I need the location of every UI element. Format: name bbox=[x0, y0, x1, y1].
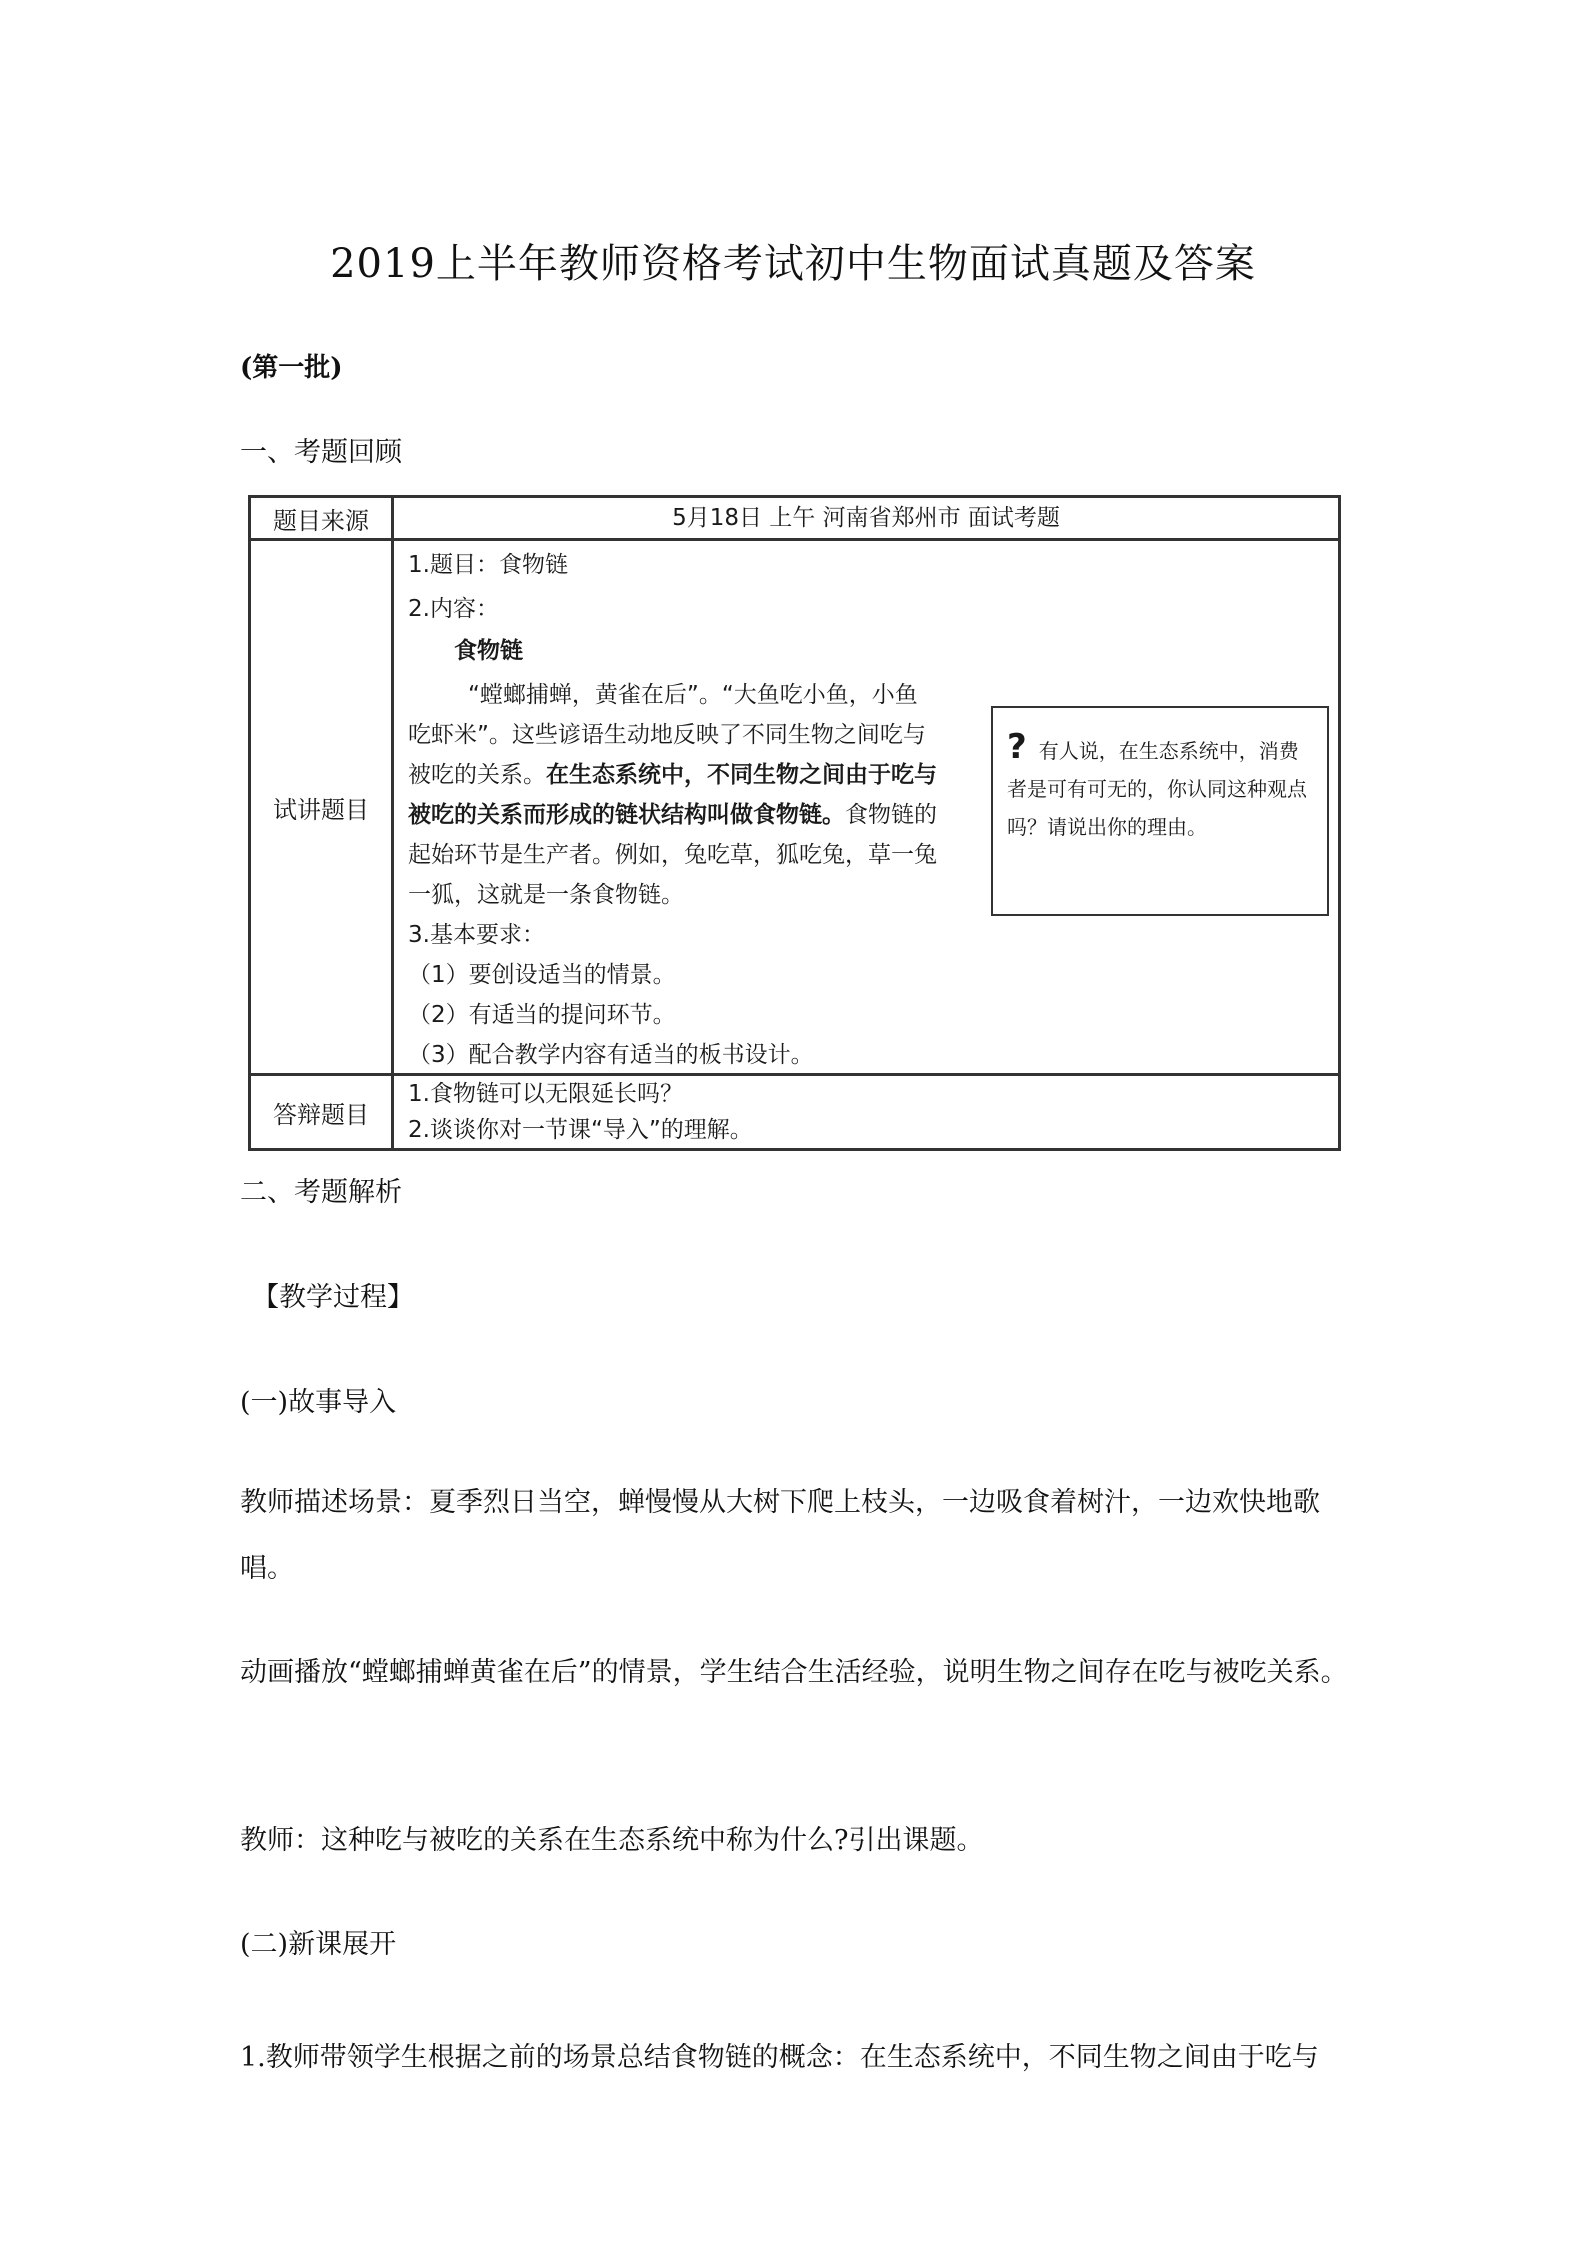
requirements-label: 3.基本要求： bbox=[408, 922, 545, 948]
content-paragraph bbox=[408, 675, 978, 915]
defense-question: 2.谈谈你对一节课“导入”的理解。 bbox=[408, 1117, 753, 1143]
batch-label: (第一批) bbox=[240, 353, 343, 383]
process-heading: 【教学过程】 bbox=[252, 1282, 414, 1313]
para-bold-text: 在生态系统中，不同生物之间由于吃与 bbox=[546, 762, 937, 788]
para-line: 起始环节是生产者。例如，兔吃草，狐吃兔，草一兔 bbox=[408, 842, 937, 868]
para-line bbox=[408, 795, 978, 835]
source-label: 题目来源 bbox=[250, 497, 393, 540]
content-heading: 食物链 bbox=[454, 638, 523, 664]
callout-text: 有人说，在生态系统中，消费者是可有可无的，你认同这种观点吗？请说出你的理由。 bbox=[1007, 739, 1307, 839]
defense-label: 答辩题目 bbox=[250, 1075, 393, 1150]
requirement-item: （2）有适当的提问环节。 bbox=[408, 1002, 676, 1028]
question-callout-box bbox=[991, 706, 1329, 916]
paragraph: 教师描述场景：夏季烈日当空，蝉慢慢从大树下爬上枝头，一边吸食着树汁，一边欢快地歌唱。 bbox=[240, 1487, 1320, 1584]
step-heading: (二)新课展开 bbox=[240, 1929, 397, 1960]
paragraph: 教师：这种吃与被吃的关系在生态系统中称为什么?引出课题。 bbox=[240, 1825, 984, 1856]
para-bold-text: 被吃的关系而形成的链状结构叫做食物链。 bbox=[408, 802, 845, 828]
para-line bbox=[408, 755, 978, 795]
requirement-item: （3）配合教学内容有适当的板书设计。 bbox=[408, 1042, 814, 1068]
lecture-content bbox=[394, 541, 1338, 1073]
topic-line: 1.题目：食物链 bbox=[408, 552, 568, 578]
paragraph: 1.教师带领学生根据之前的场景总结食物链的概念：在生态系统中，不同生物之间由于吃与 bbox=[240, 2042, 1319, 2073]
table-row bbox=[250, 540, 1340, 1075]
content-label: 2.内容： bbox=[408, 596, 499, 622]
page-title: 2019上半年教师资格考试初中生物面试真题及答案 bbox=[330, 241, 1256, 287]
para-line: 一狐，这就是一条食物链。 bbox=[408, 882, 684, 908]
paragraph: 动画播放“螳螂捕蝉黄雀在后”的情景，学生结合生活经验，说明生物之间存在吃与被吃关系。 bbox=[240, 1657, 1348, 1688]
question-mark-icon: ? bbox=[1007, 727, 1027, 767]
table-row bbox=[250, 497, 1340, 540]
step-heading: (一)故事导入 bbox=[240, 1387, 397, 1418]
table-row bbox=[250, 1075, 1340, 1150]
requirement-item: （1）要创设适当的情景。 bbox=[408, 962, 676, 988]
exam-question-table bbox=[248, 495, 1341, 1151]
defense-content bbox=[394, 1076, 1338, 1148]
section-analysis-heading: 二、考题解析 bbox=[240, 1177, 402, 1208]
para-text: 食物链的 bbox=[845, 802, 937, 828]
section-review-heading: 一、考题回顾 bbox=[240, 437, 402, 468]
source-value: 5月18日 上午 河南省郑州市 面试考题 bbox=[672, 505, 1060, 531]
para-text: 被吃的关系。 bbox=[408, 762, 546, 788]
defense-question: 1.食物链可以无限延长吗？ bbox=[408, 1081, 683, 1107]
para-line: “螳螂捕蝉，黄雀在后”。“大鱼吃小鱼，小鱼 bbox=[468, 682, 918, 708]
para-line: 吃虾米”。这些谚语生动地反映了不同生物之间吃与 bbox=[408, 722, 926, 748]
lecture-label: 试讲题目 bbox=[250, 540, 393, 1075]
